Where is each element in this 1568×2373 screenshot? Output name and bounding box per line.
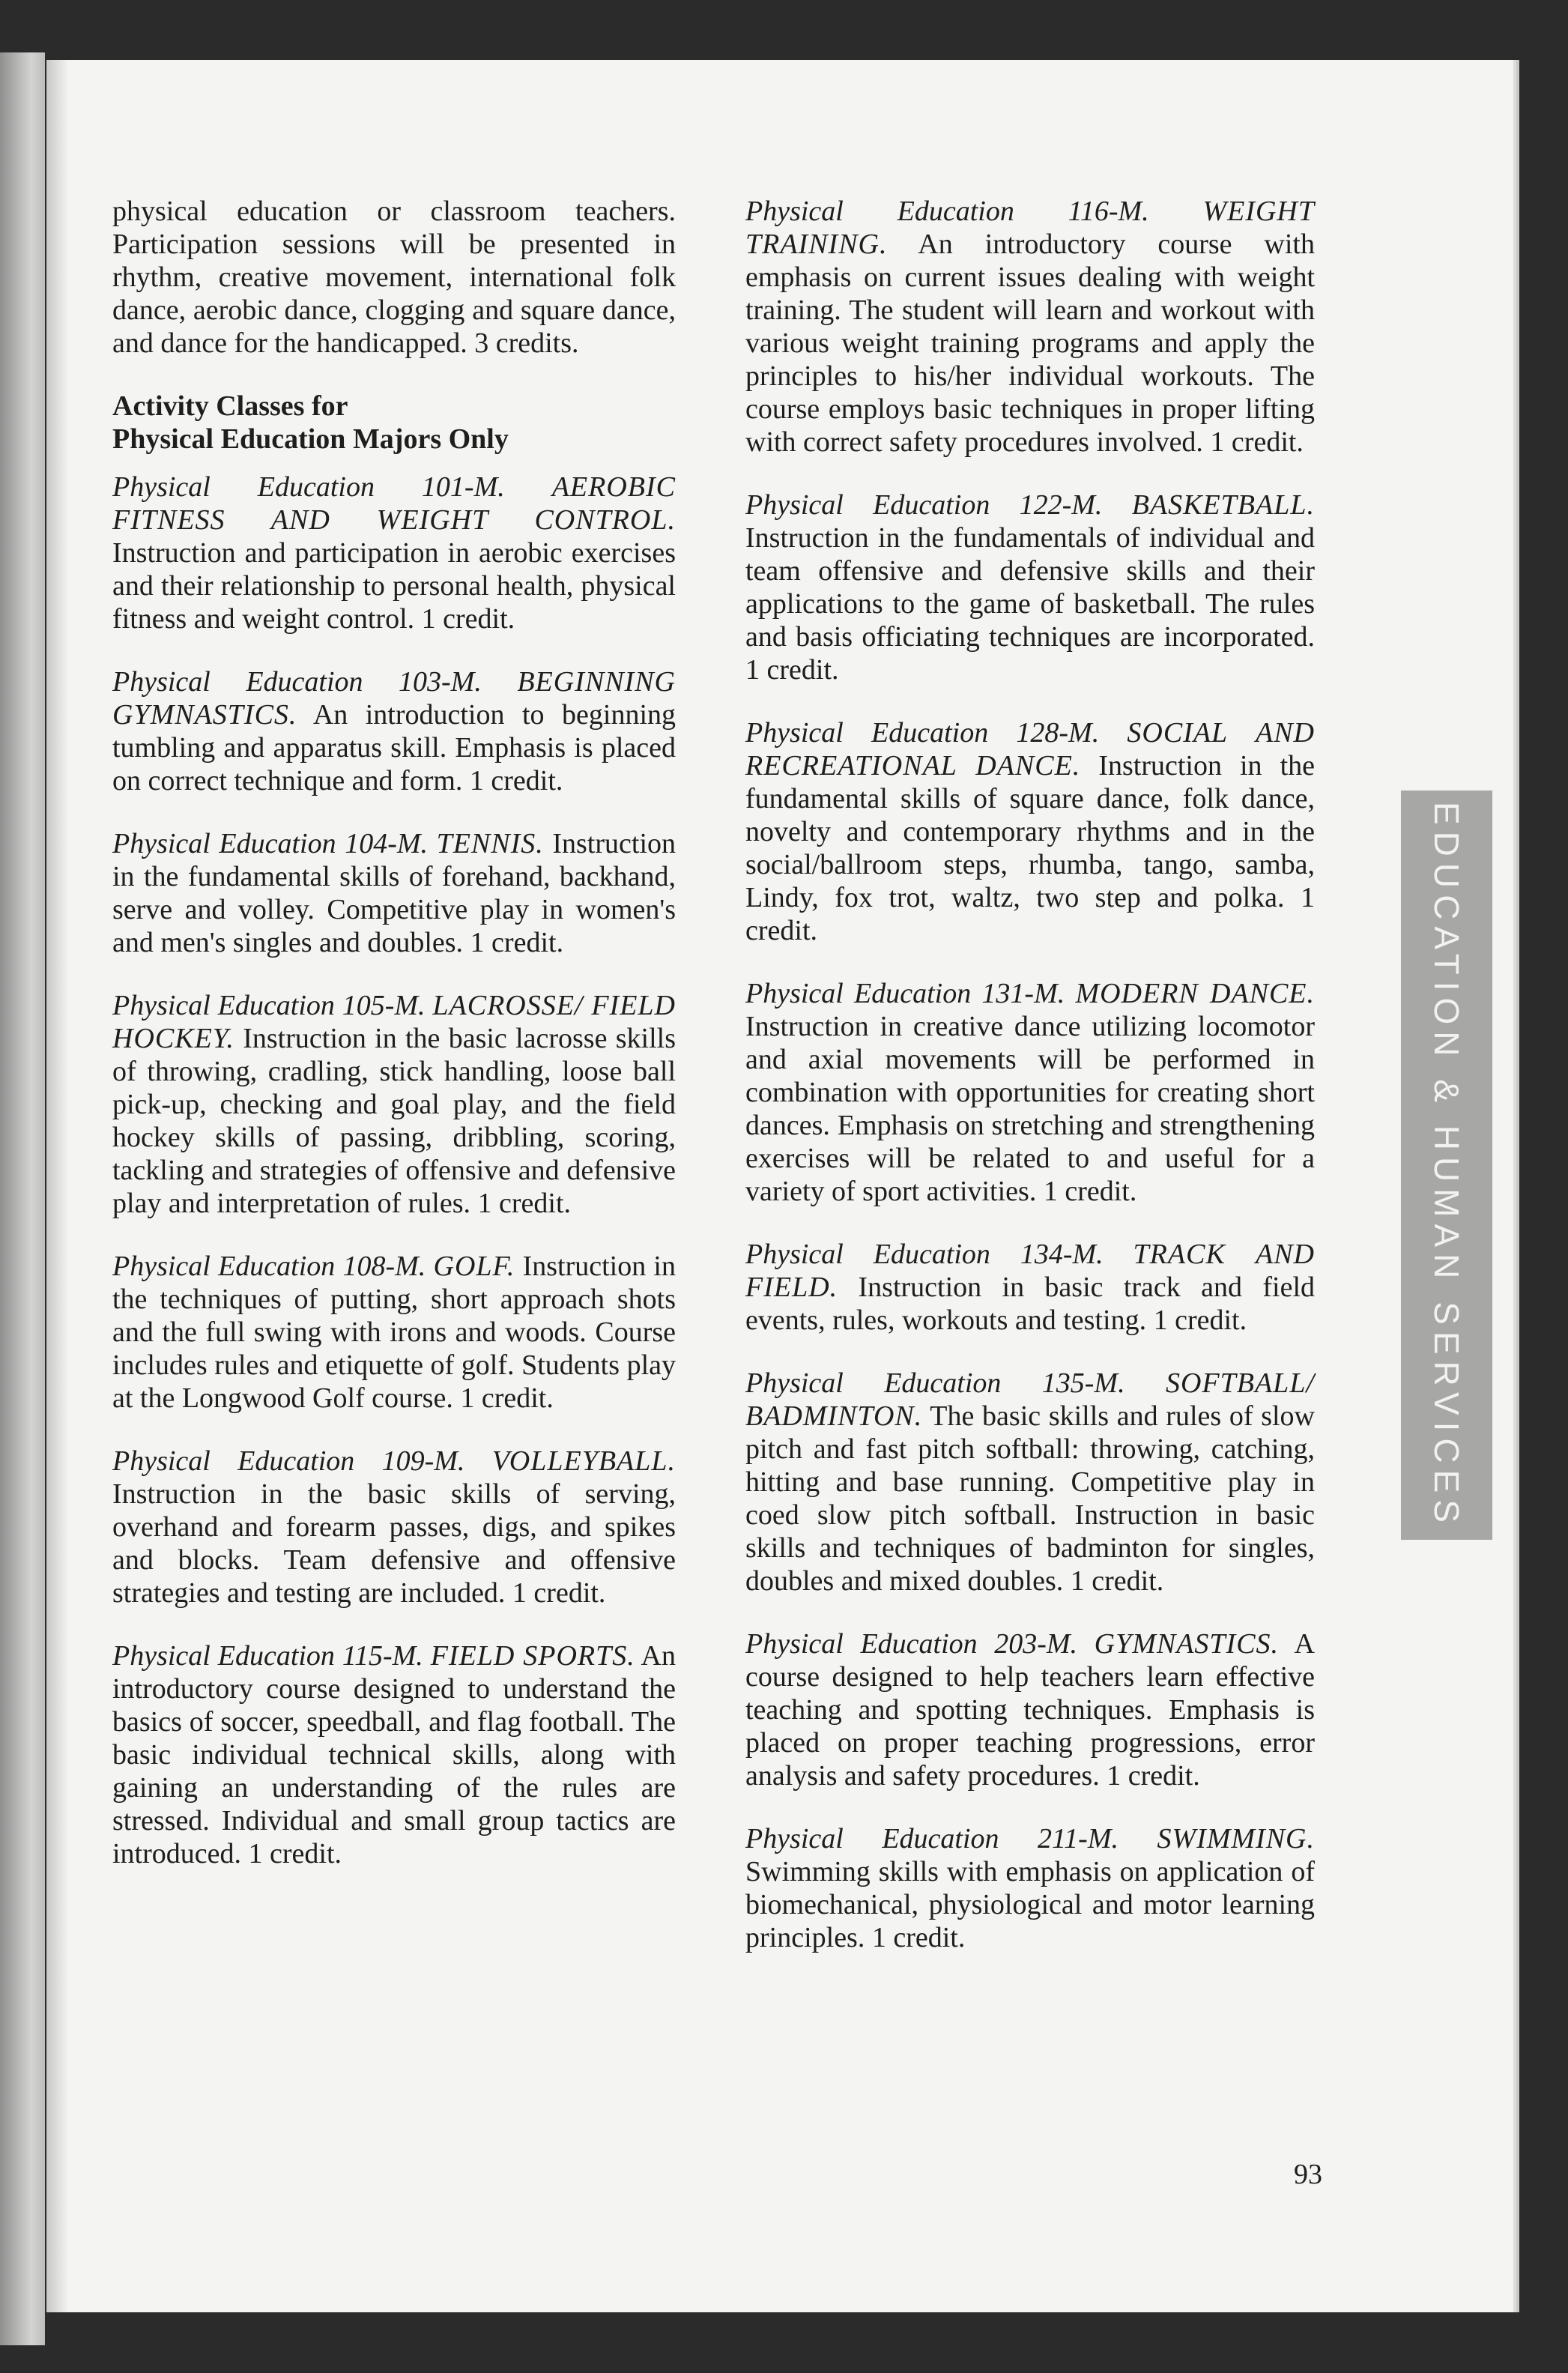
course-code: Physical Education 135-M.	[745, 1367, 1125, 1399]
course-entry-203m	[745, 1627, 1315, 1792]
course-description: Instruction in the basic skills of serving, overhand and forearm passes, digs, and spikes and blocks. Team defensive and offensive strategies and testing are included. 1 credit.	[112, 1478, 676, 1609]
course-code: Physical Education 109-M.	[112, 1445, 465, 1477]
course-title: GYMNASTICS.	[1094, 1628, 1280, 1660]
course-description: Instruction in basic track and field events, rules, workouts and testing. 1 credit.	[745, 1272, 1316, 1336]
section-heading	[112, 390, 676, 456]
course-code: Physical Education 211-M.	[745, 1823, 1119, 1854]
course-description: An introductory course with emphasis on current issues dealing with weight training. The student will learn and workout with various weight training programs and apply the principles to his/her individual workouts. The course employs basic techniques in proper lifting with correct safety procedures involved. 1 credit.	[745, 229, 1315, 458]
course-entry-116m	[745, 195, 1315, 459]
course-code: Physical Education 101-M.	[112, 471, 505, 503]
course-title: SOFTBALL/ BADMINTON.	[745, 1367, 1316, 1432]
intro-paragraph: physical education or classroom teachers. Participation sessions will be presented in rhythm, creative movement, international folk dance, aerobic dance, clogging and square dance, and dance for the handicapped. 3 credits.	[112, 196, 676, 359]
course-title: BASKETBALL.	[1131, 489, 1315, 521]
course-description: Instruction in the fundamentals of individual and team offensive and defensive skills and their applications to the game of basketball. The rules and basis officiating techniques are incorporated. 1 credit.	[745, 522, 1315, 686]
course-description: Instruction in the basic lacrosse skills of throwing, cradling, stick handling, loose ball pick-up, checking and goal play, and the field hockey skills of passing, dribbling, scoring, tackling and strategies of offensive and defensive play and interpretation of rules. 1 credit.	[112, 1023, 676, 1219]
course-code: Physical Education 116-M.	[745, 196, 1149, 227]
section-heading-line2: Physical Education Majors Only	[112, 423, 509, 455]
section-thumb-tab-label: EDUCATION & HUMAN SERVICES	[1427, 801, 1466, 1529]
section-heading-line1: Activity Classes for	[112, 390, 348, 422]
course-title: WEIGHT TRAINING.	[745, 196, 1316, 260]
course-title: LACROSSE/ FIELD HOCKEY.	[112, 990, 676, 1054]
course-code: Physical Education 203-M.	[745, 1628, 1078, 1660]
course-entry-101m	[112, 471, 676, 635]
course-title: BEGINNING GYMNASTICS.	[112, 666, 676, 731]
section-thumb-tab	[1401, 791, 1492, 1540]
course-title: SWIMMING.	[1157, 1823, 1315, 1854]
course-entry-115m	[112, 1639, 676, 1870]
course-description: An introductory course designed to understand the basics of soccer, speedball, and flag football. The basic individual technical skills, along with gaining an understanding of the rules are stressed. Individual and small group tactics are introduced. 1 credit.	[112, 1640, 676, 1869]
course-title: FIELD SPORTS.	[430, 1640, 635, 1672]
page-gutter-shadow	[46, 60, 69, 2312]
course-entry-131m	[745, 977, 1315, 1208]
course-description: Instruction and participation in aerobic exercises and their relationship to personal health, physical fitness and weight control. 1 credit.	[112, 537, 676, 635]
course-entry-211m	[745, 1822, 1315, 1954]
course-description: Instruction in creative dance utilizing locomotor and axial movements will be performed in combination with opportunities for creating short dances. Emphasis on stretching and strengthening exercises will be related to and useful for a variety of sport activities. 1 credit.	[745, 1011, 1315, 1207]
course-entry-109m	[112, 1445, 676, 1609]
course-code: Physical Education 108-M.	[112, 1251, 426, 1282]
course-description: Swimming skills with emphasis on application of biomechanical, physiological and motor learning principles. 1 credit.	[745, 1856, 1315, 1953]
course-code: Physical Education 103-M.	[112, 666, 482, 698]
course-title: VOLLEYBALL.	[491, 1445, 676, 1477]
course-code: Physical Education 134-M.	[745, 1239, 1104, 1270]
course-entry-103m	[112, 665, 676, 797]
course-entry-122m	[745, 489, 1315, 686]
previous-page-edge	[0, 52, 45, 2345]
course-description: Instruction in the fundamental skills of forehand, backhand, serve and volley. Competitive play in women's and men's singles and doubles. 1 credit.	[112, 828, 676, 958]
course-description: Instruction in the techniques of putting, short approach shots and the full swing with irons and woods. Course includes rules and etiquette of golf. Students play at the Longwood Golf course. 1 credit.	[112, 1251, 676, 1414]
course-title: MODERN DANCE.	[1075, 978, 1315, 1009]
page-number: 93	[1294, 2159, 1322, 2190]
course-entry-128m	[745, 716, 1315, 947]
course-description: The basic skills and rules of slow pitch and fast pitch softball: throwing, catching, hitting and base running. Competitive play in coed slow pitch softball. Instruction in basic skills and techniques of badminton for singles, doubles and mixed doubles. 1 credit.	[745, 1400, 1315, 1597]
course-title: AEROBIC FITNESS AND WEIGHT CONTROL.	[112, 471, 676, 536]
course-code: Physical Education 105-M.	[112, 990, 426, 1021]
course-description: An introduction to beginning tumbling and apparatus skill. Emphasis is placed on correct technique and form. 1 credit.	[112, 699, 676, 796]
course-code: Physical Education 128-M.	[745, 717, 1100, 749]
course-title: TRACK AND FIELD.	[745, 1239, 1316, 1303]
course-entry-104m	[112, 827, 676, 959]
course-code: Physical Education 122-M.	[745, 489, 1103, 521]
course-title: TENNIS.	[436, 828, 544, 859]
course-title: SOCIAL AND RECREATIONAL DANCE.	[745, 717, 1316, 782]
course-entry-134m	[745, 1238, 1315, 1337]
course-code: Physical Education 131-M.	[745, 978, 1065, 1009]
right-column	[745, 195, 1315, 1984]
course-title: GOLF.	[433, 1251, 515, 1282]
course-code: Physical Education 115-M.	[112, 1640, 423, 1672]
course-description: Instruction in the fundamental skills of square dance, folk dance, novelty and contemporary rhythms and in the social/ballroom steps, rhumba, tango, samba, Lindy, fox trot, waltz, two step and polka. 1 credit.	[745, 750, 1315, 946]
course-entry-135m	[745, 1367, 1315, 1597]
course-code: Physical Education 104-M.	[112, 828, 428, 859]
course-entry-108m	[112, 1250, 676, 1415]
course-entry-105m	[112, 989, 676, 1220]
left-column	[112, 195, 676, 1900]
course-description: A course designed to help teachers learn effective teaching and spotting techniques. Emphasis is placed on proper teaching progressions, error analysis and safety procedures. 1 credit.	[745, 1628, 1315, 1792]
